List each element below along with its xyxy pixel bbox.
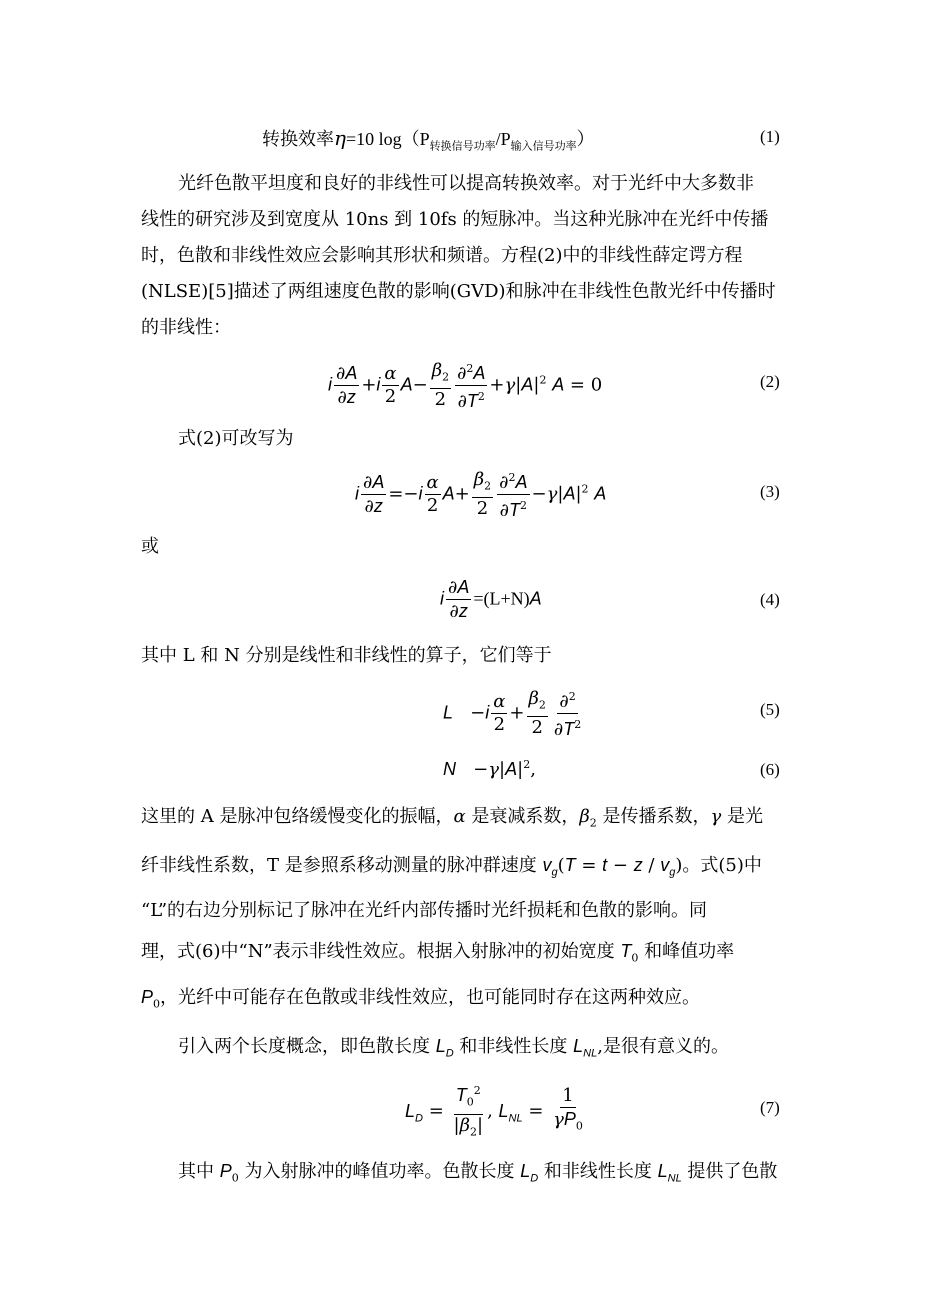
equation-number-3: (3) <box>760 482 780 501</box>
paragraph-2-line-3: “L”的右边分别标记了脉冲在光纤内部传播时光纤损耗和色散的影响。同 <box>141 900 708 921</box>
equation-number-4: (4) <box>760 590 780 609</box>
paragraph-1-line-4: (NLSE)[5]描述了两组速度色散的影响(GVD)和脉冲在非线性色散光纤中传播时 <box>141 281 776 302</box>
formula-1: 转换效率η=10 $\log(P_{转换信号功率}/P_{输入信号功率})$ <box>262 126 595 153</box>
rewrite-text: 式(2)可改写为 <box>178 428 294 449</box>
paragraph-4: 其中 $P_0$ 为入射脉冲的峰值功率。色散长度 $L_D$ 和非线性长度 $L_{NL}$ 提供了色散 <box>178 1161 778 1185</box>
paragraph-1-line-5: 的非线性： <box>141 317 231 338</box>
or-text: 或 <box>141 536 159 557</box>
equation-6: $N -\gamma|A|^2$, <box>443 758 536 780</box>
paragraph-1-line-2: 线性的研究涉及到宽度从 10ns 到 10fs 的短脉冲。当这种光脉冲在光纤中传播 <box>141 209 769 230</box>
equation-number-5: (5) <box>760 700 780 719</box>
paragraph-1-line-1: 光纤色散平坦度和良好的非线性可以提高转换效率。对于光纤中大多数非 <box>178 173 754 194</box>
equation-number-1: (1) <box>760 127 780 146</box>
equation-3: i $\frac{\partial A}{\partial z}$ =−i $\frac{\alpha}{2}$ A+ $\frac{\beta_2}{2}$ $\frac{\partial^2A}{\partial T^2}$ $-\gamma|A|^2$ A <box>355 468 607 521</box>
paragraph-1-line-3: 时，色散和非线性效应会影响其形状和频谱。方程(2)中的非线性薛定谔方程 <box>141 245 743 266</box>
equation-4: i $\frac{\partial A}{\partial z}$ =(L+N)A <box>440 577 542 622</box>
paragraph-2-line-1: 这里的 A 是脉冲包络缓慢变化的振幅，α 是衰减系数，$\beta_2$ 是传播系数，γ 是光 <box>141 806 763 830</box>
paragraph-3: 引入两个长度概念，即色散长度 $L_D$ 和非线性长度 $L_{NL}$,是很有意义的。 <box>178 1036 729 1060</box>
equation-5: L −i $\frac{\alpha}{2}$ + $\frac{\beta_2}{2}$ $\frac{\partial^2}{\partial T^2}$ <box>443 687 582 740</box>
paragraph-2-line-5: $P_0$，光纤中可能存在色散或非线性效应，也可能同时存在这两种效应。 <box>141 987 701 1011</box>
paragraph-2-line-2: 纤非线性系数，T 是参照系移动测量的脉冲群速度 $v_g(T = t - z / v_g)$。式(5)中 <box>141 855 762 879</box>
equation-7: $L_D$ = $\frac{T_0^2}{|\beta_2|}$ , $L_{NL}$ = $\frac{1}{\gamma P_0}$ <box>405 1080 587 1143</box>
equation-number-7: (7) <box>760 1098 780 1117</box>
operators-text: 其中 L 和 N 分别是线性和非线性的算子，它们等于 <box>141 645 552 666</box>
equation-number-6: (6) <box>760 760 780 779</box>
equation-number-2: (2) <box>760 372 780 391</box>
equation-2: i $\frac{\partial A}{\partial z}$ +i $\frac{\alpha}{2}$ A− $\frac{\beta_2}{2}$ $\frac{\partial^2A}{\partial T^2}$ $+\gamma|A|^2$ A = 0 <box>328 359 603 412</box>
paragraph-2-line-4: 理，式(6)中“N”表示非线性效应。根据入射脉冲的初始宽度 $T_0$ 和峰值功率 <box>141 941 735 965</box>
